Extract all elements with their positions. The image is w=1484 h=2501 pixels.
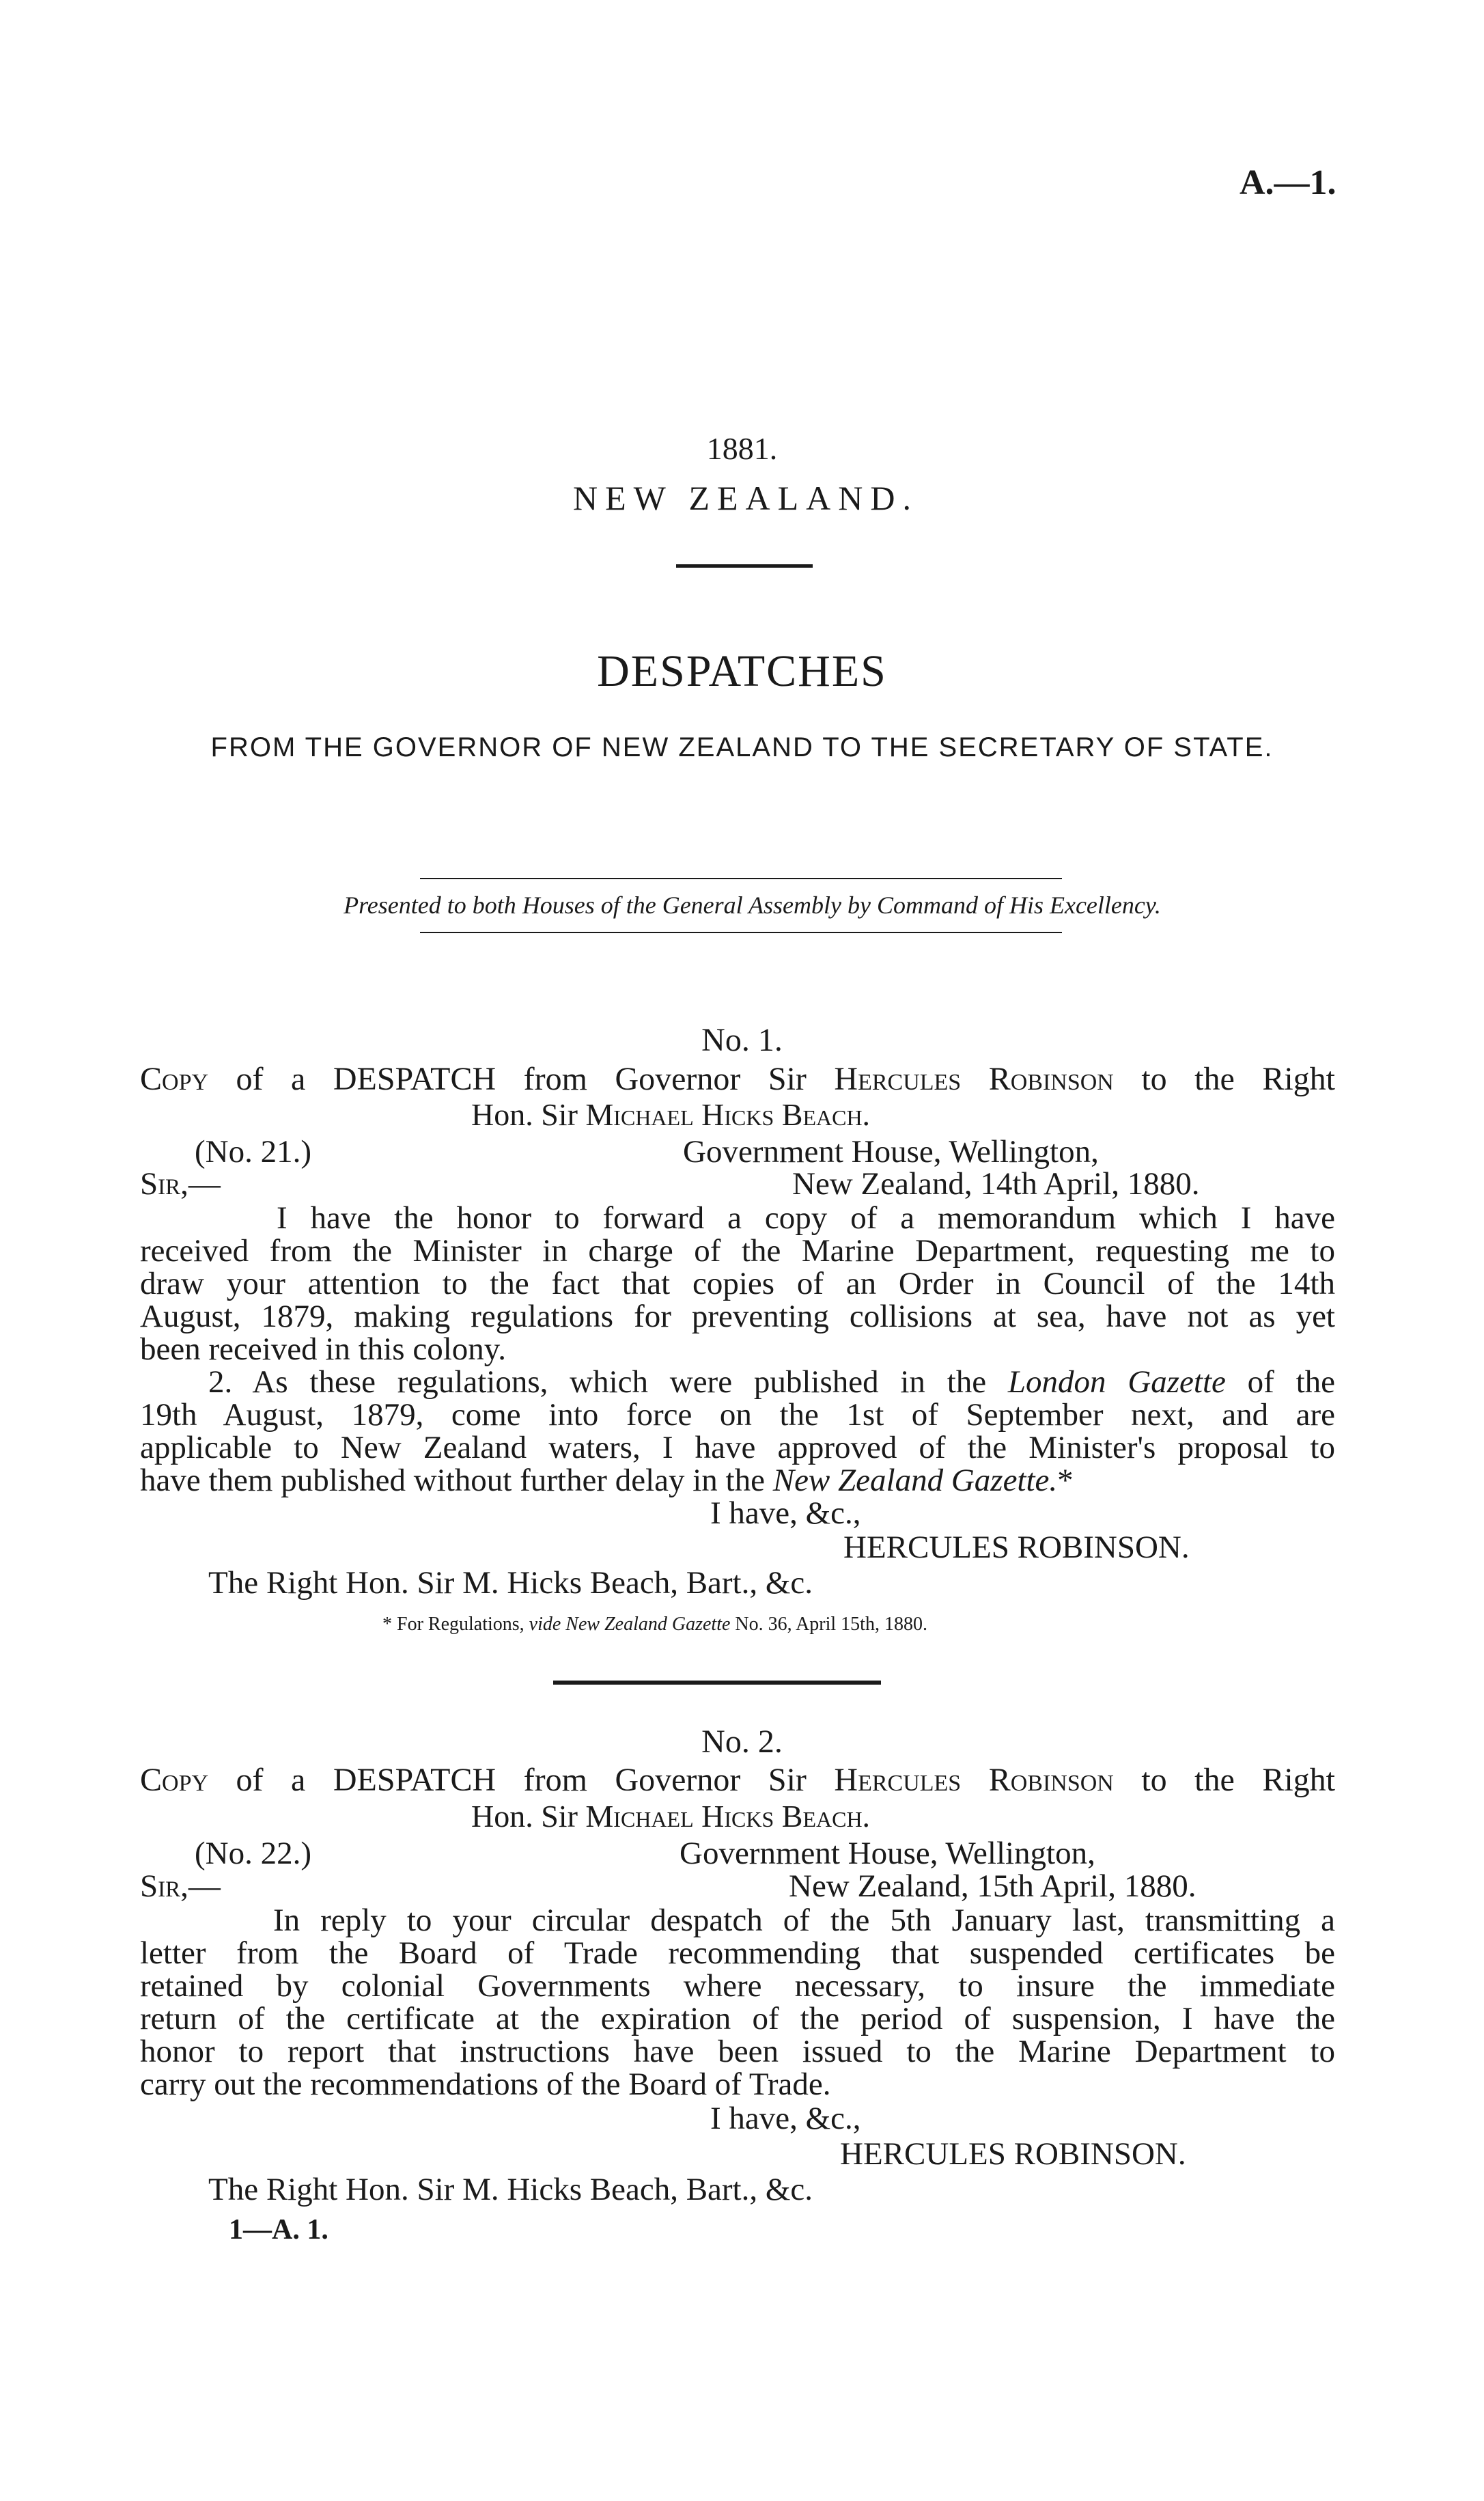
despatch-2-para1-line5: honor to report that instructions have been issued to the Marine Department to — [140, 2034, 1335, 2069]
despatch-1-closing: I have, &c., — [710, 1495, 861, 1531]
despatch-1-para2-line3: applicable to New Zealand waters, I have approved of the Minister's proposal to — [140, 1430, 1335, 1465]
page-reference: A.—1. — [1240, 163, 1336, 202]
despatch-2-number: No. 2. — [701, 1724, 783, 1760]
year: 1881. — [706, 431, 778, 466]
nz-gazette: New Zealand Gazette. — [772, 1463, 1058, 1498]
despatch-2-para1-line3: retained by colonial Governments where necessary, to insure the immediate — [140, 1968, 1335, 2004]
despatch-2-heading-line2 — [471, 1798, 870, 1834]
despatch-1-number: No. 1. — [701, 1022, 783, 1058]
para2-last-text: have them published without further delay in the — [140, 1463, 765, 1498]
signature-mark: 1—A. 1. — [229, 2214, 328, 2246]
secretary-middle-name: Hicks — [701, 1097, 774, 1132]
footnote-marker: * — [1057, 1463, 1074, 1498]
presented-rule-bottom — [420, 932, 1062, 933]
despatch-2-para1-line6: carry out the recommendations of the Board of Trade. — [140, 2067, 831, 2102]
despatch-1-signature: HERCULES ROBINSON. — [843, 1530, 1190, 1565]
despatch-2-salutation: Sir,— — [140, 1868, 221, 1904]
despatch-1-para2-line1 — [208, 1366, 1335, 1399]
governor-first-name: Hercules — [834, 1762, 962, 1798]
despatch-divider — [553, 1681, 881, 1685]
title-divider — [676, 564, 813, 568]
heading-text-end: to the Right — [1141, 1061, 1336, 1097]
presented-line: Presented to both Houses of the General Assembly by Command of His Excellency. — [344, 892, 1161, 919]
despatch-1-addressee: The Right Hon. Sir M. Hicks Beach, Bart., &c. — [208, 1565, 813, 1601]
para2-text: 2. As these regulations, which were published in the — [208, 1364, 987, 1400]
governor-surname: Robinson — [988, 1061, 1114, 1097]
secretary-first-name: Michael — [585, 1799, 694, 1834]
despatch-2-heading — [140, 1761, 1335, 1799]
hon-sir: Hon. Sir — [471, 1799, 578, 1834]
despatch-1-para1-line3: draw your attention to the fact that copies of an Order in Council of the 14th — [140, 1266, 1335, 1301]
despatch-1-heading — [140, 1060, 1335, 1098]
secretary-middle-name: Hicks — [701, 1799, 774, 1834]
presented-rule-top — [420, 878, 1062, 879]
hon-sir: Hon. Sir — [471, 1097, 578, 1132]
main-title: DESPATCHES — [597, 646, 887, 696]
despatch-1-para1-line4: August, 1879, making regulations for preventing collisions at sea, have not as yet — [140, 1299, 1335, 1334]
subtitle: FROM THE GOVERNOR OF NEW ZEALAND TO THE SECRETARY OF STATE. — [210, 732, 1274, 762]
governor-surname: Robinson — [988, 1762, 1114, 1798]
despatch-2-signature: HERCULES ROBINSON. — [840, 2136, 1186, 2172]
london-gazette: London Gazette — [1007, 1364, 1226, 1400]
heading-text: of a DESPATCH from Governor Sir — [236, 1061, 807, 1097]
secretary-first-name: Michael — [585, 1097, 694, 1132]
despatch-2-para1-line2: letter from the Board of Trade recommending that suspended certificates be — [140, 1935, 1335, 1971]
despatch-1-heading-line2 — [471, 1096, 870, 1133]
secretary-surname: Beach. — [781, 1799, 871, 1834]
despatch-2-address-line2: New Zealand, 15th April, 1880. — [789, 1868, 1196, 1904]
copy-label: Copy — [140, 1061, 209, 1097]
despatch-2-ref-no: (No. 22.) — [195, 1836, 311, 1871]
heading-text-end: to the Right — [1141, 1762, 1336, 1798]
country-title: NEW ZEALAND. — [573, 479, 919, 517]
despatch-2-closing: I have, &c., — [710, 2101, 861, 2136]
despatch-1-ref-no: (No. 21.) — [195, 1134, 311, 1170]
despatch-1-para2-line2: 19th August, 1879, come into force on the 1st of September next, and are — [140, 1397, 1335, 1433]
para2-text-end: of the — [1247, 1364, 1336, 1400]
despatch-1-para1-line5: been received in this colony. — [140, 1331, 506, 1367]
despatch-1-para2-line4 — [140, 1465, 1074, 1497]
heading-text: of a DESPATCH from Governor Sir — [236, 1762, 807, 1798]
governor-first-name: Hercules — [834, 1061, 962, 1097]
footnote-text: * For Regulations, — [382, 1614, 524, 1635]
despatch-1-para1-line2: received from the Minister in charge of the Marine Department, requesting me to — [140, 1233, 1335, 1269]
footnote-vide: vide New Zealand Gazette — [529, 1614, 731, 1635]
despatch-1-para1-line1: I have the honor to forward a copy of a memorandum which I have — [277, 1200, 1335, 1236]
despatch-1-salutation: Sir,— — [140, 1166, 221, 1202]
despatch-2-para1-line4: return of the certificate at the expiration of the period of suspension, I have the — [140, 2001, 1335, 2036]
secretary-surname: Beach. — [781, 1097, 871, 1132]
despatch-1-footnote — [382, 1614, 927, 1635]
copy-label: Copy — [140, 1762, 209, 1798]
despatch-2-address-line1: Government House, Wellington, — [680, 1836, 1095, 1871]
footnote-text-end: No. 36, April 15th, 1880. — [735, 1614, 927, 1635]
despatch-1-address-line2: New Zealand, 14th April, 1880. — [792, 1166, 1200, 1202]
despatch-1-address-line1: Government House, Wellington, — [683, 1134, 1099, 1170]
despatch-2-para1-line1: In reply to your circular despatch of the 5th January last, transmitting a — [273, 1903, 1335, 1938]
despatch-2-addressee: The Right Hon. Sir M. Hicks Beach, Bart., &c. — [208, 2172, 813, 2207]
